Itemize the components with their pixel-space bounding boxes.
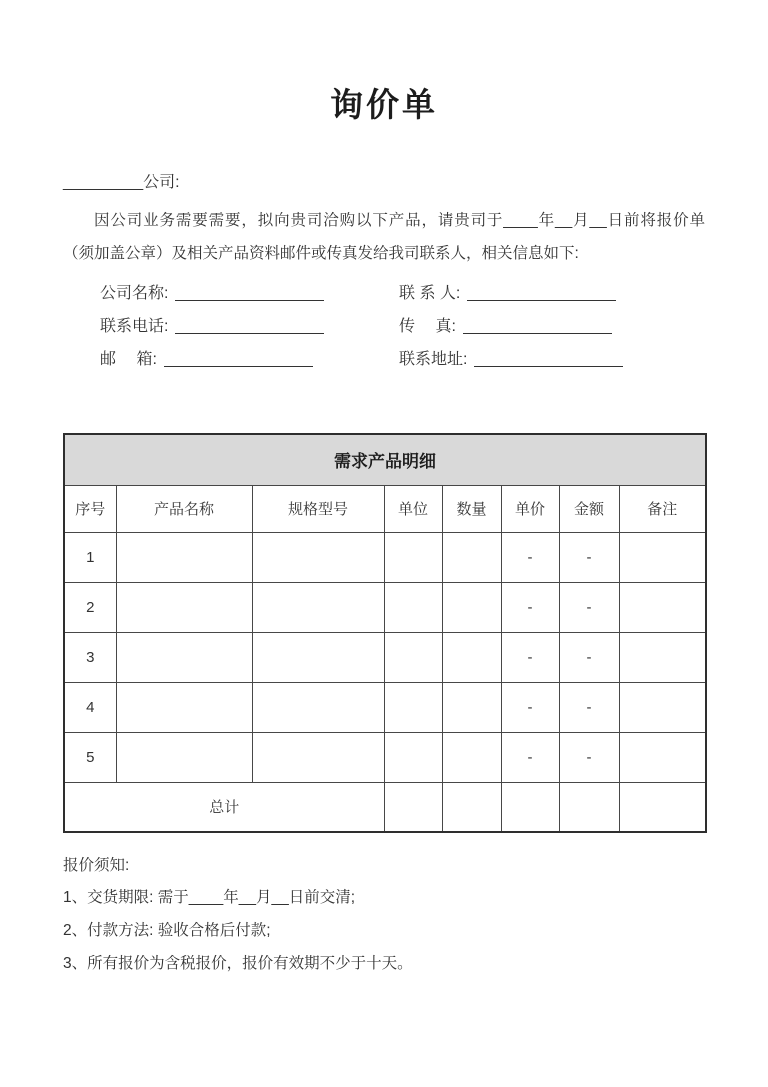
product-cell [116,632,252,682]
notes-heading: 报价须知: [63,857,130,874]
addressee-label: 公司: [143,174,180,191]
column-header-price: 单价 [501,485,559,532]
table-row [64,682,706,732]
product-cell [116,682,252,732]
note-item: 3、所有报价为含税报价，报价有效期不少于十天。 [63,955,413,972]
column-header-remark: 备注 [619,485,706,532]
contact-person-label: 联 系 人: [399,285,461,302]
table-header-row [64,485,706,532]
unit-cell [384,582,442,632]
qty-cell [442,582,501,632]
fax-blank [463,315,612,334]
note-item: 1、交货期限: 需于____年__月__日前交清; [63,889,356,906]
qty-cell [442,632,501,682]
remark-cell [619,632,706,682]
unit-cell [384,732,442,782]
products-table [63,433,707,833]
product-cell [116,582,252,632]
amount-cell: - [559,732,619,782]
remark-cell [619,582,706,632]
note-item: 2、付款方法: 验收合格后付款; [63,922,271,939]
spec-cell [252,632,384,682]
unit-cell [384,632,442,682]
column-header-amount: 金额 [559,485,619,532]
remark-cell [619,532,706,582]
fax-field [399,313,705,336]
address-label: 联系地址: [399,351,468,368]
qty-cell [442,682,501,732]
intro-paragraph: 因公司业务需要需要，拟向贵司洽购以下产品，请贵司于____年__月__日前将报价单（须加盖公章）及相关产品资料邮件或传真发给我司联系人，相关信息如下: [63,212,705,262]
unit-cell [384,682,442,732]
contact-form [63,275,705,374]
email-label: 邮 箱: [100,351,157,368]
serial-cell: 1 [64,532,116,582]
phone-field [100,313,399,336]
company-name-field [100,280,399,303]
total-unit-cell [384,782,442,832]
column-header-spec: 规格型号 [252,485,384,532]
contact-person-blank [467,282,616,301]
remark-cell [619,732,706,782]
addressee-company-blank: _________ [63,174,144,191]
amount-cell: - [559,582,619,632]
serial-cell: 2 [64,582,116,632]
spec-cell [252,582,384,632]
product-cell [116,532,252,582]
addressee-line [63,171,705,195]
total-amount-cell [559,782,619,832]
unit-cell [384,532,442,582]
amount-cell: - [559,632,619,682]
total-price-cell [501,782,559,832]
contact-person-field [399,280,705,303]
column-header-serial: 序号 [64,485,116,532]
company-name-blank [175,282,324,301]
total-qty-cell [442,782,501,832]
document-title: 询价单 [330,86,438,123]
product-cell [116,732,252,782]
table-row [64,632,706,682]
amount-cell: - [559,532,619,582]
price-cell: - [501,632,559,682]
price-cell: - [501,532,559,582]
total-row [64,782,706,832]
qty-cell [442,532,501,582]
phone-label: 联系电话: [100,318,169,335]
table-title: 需求产品明细 [64,434,706,485]
table-row [64,732,706,782]
amount-cell: - [559,682,619,732]
notes-list [63,881,705,980]
table-row [64,532,706,582]
email-field [100,346,399,369]
total-remark-cell [619,782,706,832]
price-cell: - [501,682,559,732]
serial-cell: 4 [64,682,116,732]
qty-cell [442,732,501,782]
remark-cell [619,682,706,732]
address-field [399,346,705,369]
column-header-qty: 数量 [442,485,501,532]
email-blank [164,348,313,367]
serial-cell: 5 [64,732,116,782]
table-title-row [64,434,706,485]
serial-cell: 3 [64,632,116,682]
fax-label: 传 真: [399,318,456,335]
total-label: 总计 [64,782,384,832]
table-row [64,582,706,632]
column-header-product: 产品名称 [116,485,252,532]
price-cell: - [501,582,559,632]
price-cell: - [501,732,559,782]
spec-cell [252,732,384,782]
column-header-unit: 单位 [384,485,442,532]
spec-cell [252,532,384,582]
spec-cell [252,682,384,732]
address-blank [474,348,623,367]
phone-blank [175,315,324,334]
company-name-label: 公司名称: [100,285,169,302]
quotation-notes [63,850,705,980]
